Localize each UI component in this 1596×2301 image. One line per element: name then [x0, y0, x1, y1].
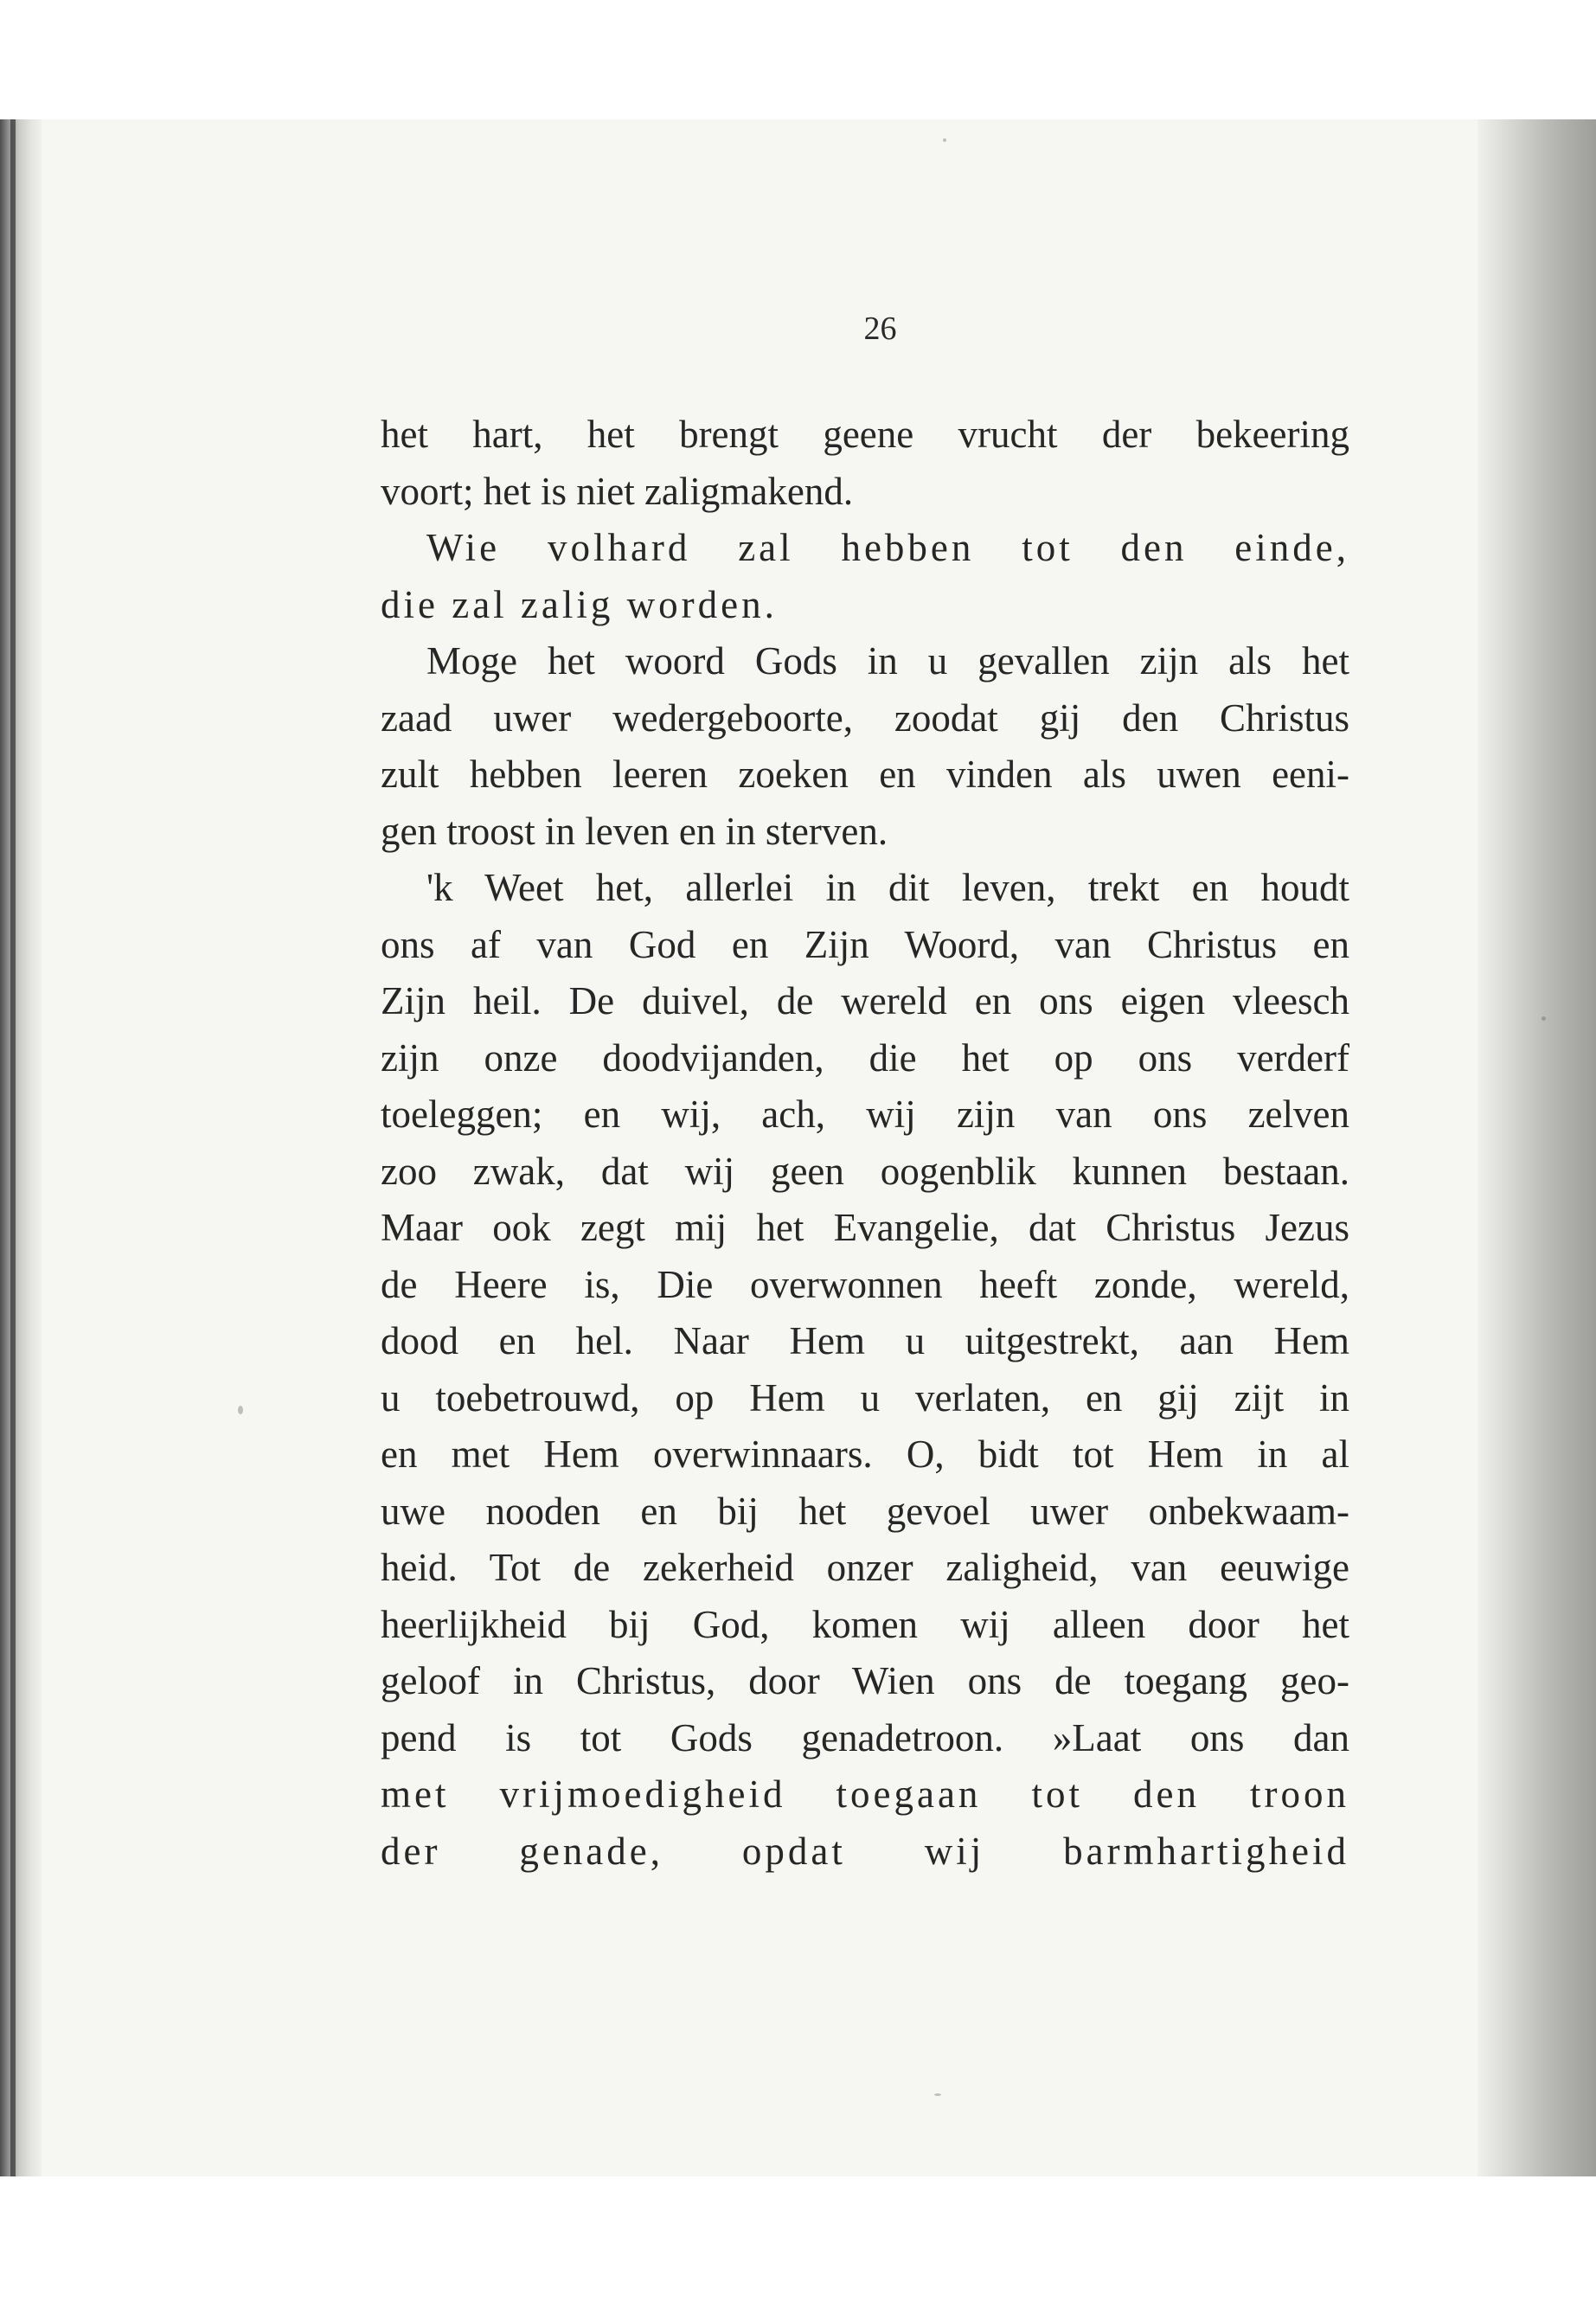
paper-speck — [934, 2093, 941, 2096]
page-number: 26 — [863, 311, 897, 347]
text-line: Maar ook zegt mij het Evangelie, dat Christus Jezus — [381, 1206, 1349, 1249]
text-line: zult hebben leeren zoeken en vinden als uwen eeni- — [381, 753, 1349, 796]
text-line: geloof in Christus, door Wien ons de toegang geo- — [381, 1659, 1349, 1702]
text-line: uwe nooden en bij het gevoel uwer onbekwaam- — [381, 1489, 1349, 1533]
book-gutter-shadow — [0, 119, 42, 2176]
text-line: heerlijkheid bij God, komen wij alleen door het — [381, 1602, 1349, 1646]
paper-speck — [238, 1406, 243, 1414]
scan-bottom-margin — [0, 2176, 1596, 2301]
text-line: en met Hem overwinnaars. O, bidt tot Hem in al — [381, 1433, 1349, 1476]
text-line: zaad uwer wedergeboorte, zoodat gij den Christus — [381, 695, 1349, 740]
text-line: de Heere is, Die overwonnen heeft zonde, wereld, — [381, 1262, 1349, 1306]
text-line: voort; het is niet zaligmakend. — [381, 469, 854, 513]
text-line: dood en hel. Naar Hem u uitgestrekt, aan Hem — [381, 1319, 1349, 1362]
body-text — [381, 407, 1349, 1880]
paper-speck — [943, 138, 946, 142]
text-line: Moge het woord Gods in u gevallen zijn als het — [426, 639, 1349, 683]
text-line: zijn onze doodvijanden, die het op ons verderf — [381, 1035, 1349, 1080]
paper-speck — [1542, 1016, 1546, 1021]
text-line: gen troost in leven en in sterven. — [381, 809, 888, 853]
page-edge-shadow — [1477, 119, 1596, 2176]
text-line: pend is tot Gods genadetroon. »Laat ons dan — [381, 1715, 1349, 1759]
text-line: der genade, opdat wij barmhartigheid — [381, 1829, 1349, 1873]
text-line: met vrijmoedigheid toegaan tot den troon — [381, 1772, 1349, 1816]
text-line: Zijn heil. De duivel, de wereld en ons eigen vleesch — [381, 979, 1349, 1022]
scan-top-margin — [0, 0, 1596, 119]
text-line: toeleggen; en wij, ach, wij zijn van ons zelven — [381, 1093, 1349, 1136]
text-line: die zal zalig worden. — [381, 582, 778, 626]
book-binding-edge — [10, 119, 16, 2176]
text-line: 'k Weet het, allerlei in dit leven, trekt en houdt — [426, 866, 1349, 909]
text-line: zoo zwak, dat wij geen oogenblik kunnen bestaan. — [381, 1149, 1349, 1193]
text-line: het hart, het brengt geene vrucht der bekeering — [381, 413, 1349, 456]
text-line: Wie volhard zal hebben tot den einde, — [426, 526, 1349, 569]
text-line: u toebetrouwd, op Hem u verlaten, en gij zijt in — [381, 1375, 1349, 1420]
text-line: ons af van God en Zijn Woord, van Christus en — [381, 922, 1349, 966]
text-line: heid. Tot de zekerheid onzer zaligheid, van eeuwige — [381, 1546, 1349, 1589]
